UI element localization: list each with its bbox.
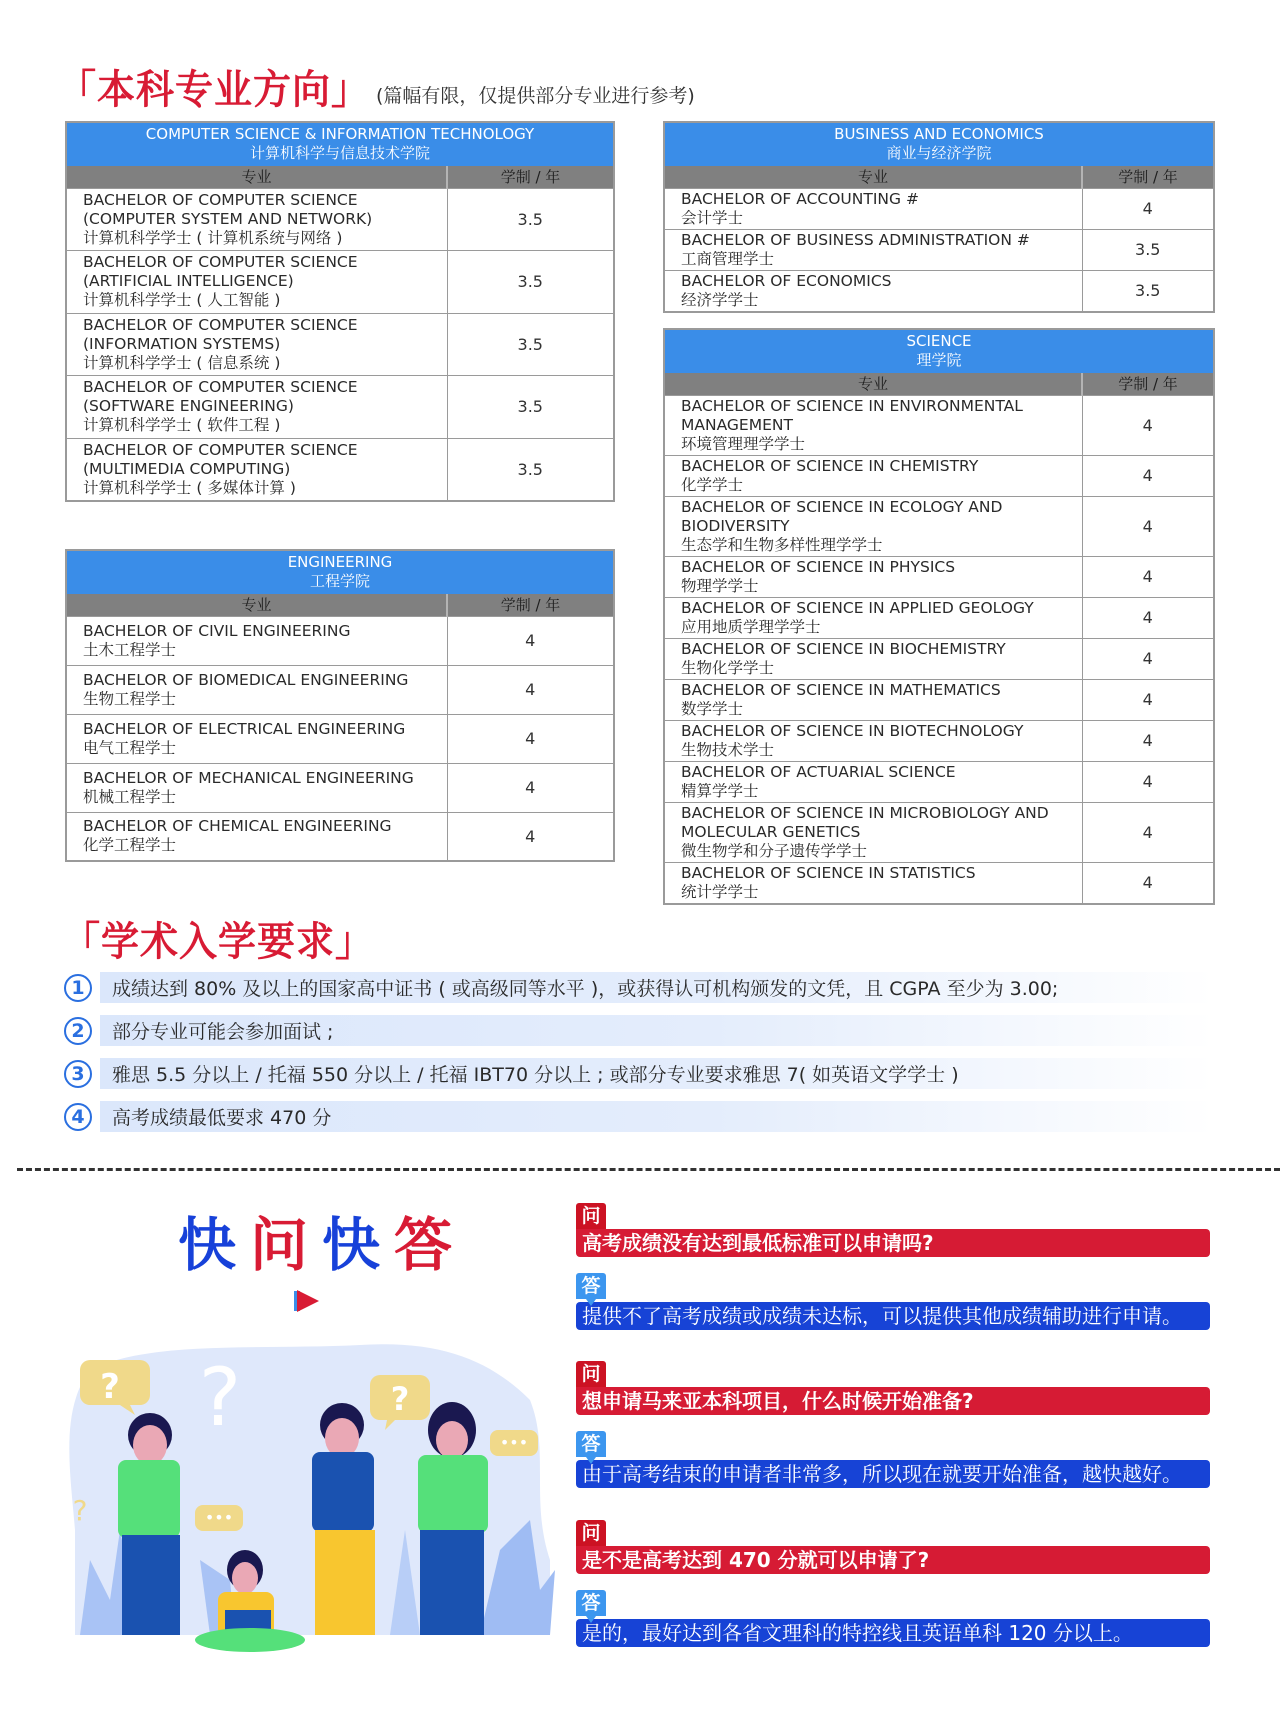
program-name-line: 机械工程学士 (83, 787, 177, 806)
faculty-header (664, 329, 1214, 373)
program-duration: 4 (1082, 188, 1214, 229)
program-row (66, 313, 614, 376)
program-name-line: 应用地质学理学学士 (681, 617, 821, 636)
program-name-line: BACHELOR OF ACCOUNTING # (681, 189, 919, 208)
requirement-text: 成绩达到 80% 及以上的国家高中证书 ( 或高级同等水平 )，或获得认可机构颁发的文凭，且 CGPA 至少为 3.00; (100, 972, 1214, 1003)
program-name (664, 556, 1082, 597)
program-name (66, 616, 447, 665)
program-name-line: BACHELOR OF SCIENCE IN MATHEMATICS (681, 680, 1001, 699)
requirements-section-title (62, 910, 374, 965)
program-name-line: 经济学学士 (681, 290, 759, 309)
faq-title-char: 快 (178, 1211, 251, 1279)
requirement-text: 部分专业可能会参加面试 ; (100, 1015, 1214, 1046)
program-name-line: BACHELOR OF COMPUTER SCIENCE (83, 378, 358, 397)
program-row (664, 395, 1214, 455)
column-header-duration: 学制 / 年 (447, 166, 614, 188)
program-name-line: (INFORMATION SYSTEMS) (83, 334, 281, 353)
program-duration: 4 (447, 714, 614, 763)
program-name-line: (MULTIMEDIA COMPUTING) (83, 459, 291, 478)
program-name-line: 计算机科学学士 ( 信息系统 ) (83, 353, 281, 372)
program-duration: 4 (1082, 496, 1214, 556)
program-duration: 4 (1082, 720, 1214, 761)
program-name (66, 763, 447, 812)
program-row (66, 251, 614, 314)
faq-title-char: 问 (250, 1211, 323, 1279)
program-name-line: 精算学学士 (681, 781, 759, 800)
question-text: 想申请马来亚本科项目，什么时候开始准备? (576, 1387, 1210, 1415)
program-name-line: BIODIVERSITY (681, 516, 790, 535)
answer-tag: 答 (576, 1590, 606, 1616)
program-name (664, 720, 1082, 761)
program-row (664, 556, 1214, 597)
dashed-divider (17, 1168, 1280, 1171)
program-name (664, 638, 1082, 679)
program-duration: 3.5 (447, 251, 614, 314)
program-row (66, 438, 614, 501)
program-duration: 4 (447, 616, 614, 665)
program-name-line: 生物工程学士 (83, 689, 177, 708)
program-name-line: 数学学士 (681, 699, 744, 718)
program-row (66, 616, 614, 665)
program-row (66, 188, 614, 251)
program-row (664, 270, 1214, 312)
column-header-major: 专业 (66, 594, 447, 616)
program-name (664, 679, 1082, 720)
program-duration: 4 (1082, 597, 1214, 638)
program-name-line: BACHELOR OF ELECTRICAL ENGINEERING (83, 719, 406, 738)
program-duration: 4 (1082, 802, 1214, 862)
column-header-duration: 学制 / 年 (1082, 166, 1214, 188)
number-circle-icon: 2 (64, 1017, 92, 1045)
column-header-major: 专业 (664, 166, 1082, 188)
program-duration: 3.5 (1082, 229, 1214, 270)
program-row (664, 802, 1214, 862)
requirement-item (64, 1058, 1214, 1089)
faq-item (576, 1203, 1210, 1330)
program-name-line: 计算机科学学士 ( 软件工程 ) (83, 416, 281, 435)
question-text: 高考成绩没有达到最低标准可以申请吗? (576, 1229, 1210, 1257)
answer-text: 提供不了高考成绩或成绩未达标，可以提供其他成绩辅助进行申请。 (576, 1302, 1210, 1330)
number-circle-icon: 1 (64, 974, 92, 1002)
faculty-table-computer-science (65, 121, 615, 502)
faculty-name-en: COMPUTER SCIENCE & INFORMATION TECHNOLOGY (145, 125, 535, 143)
program-name-line: BACHELOR OF COMPUTER SCIENCE (83, 190, 358, 209)
program-duration: 4 (1082, 638, 1214, 679)
requirement-item (64, 1015, 1214, 1046)
program-name-line: BACHELOR OF BUSINESS ADMINISTRATION # (681, 230, 1030, 249)
program-duration: 4 (447, 812, 614, 861)
programs-section-title (58, 58, 695, 113)
program-name-line: BACHELOR OF COMPUTER SCIENCE (83, 253, 358, 272)
program-name (664, 395, 1082, 455)
program-name-line: BACHELOR OF SCIENCE IN BIOCHEMISTRY (681, 639, 1006, 658)
program-name-line: BACHELOR OF CIVIL ENGINEERING (83, 621, 351, 640)
program-name-line: 工商管理学士 (681, 249, 775, 268)
program-name-line: BACHELOR OF MECHANICAL ENGINEERING (83, 768, 414, 787)
program-duration: 4 (1082, 761, 1214, 802)
program-name-line: BACHELOR OF SCIENCE IN ENVIRONMENTAL (681, 396, 1023, 415)
program-name-line: 化学工程学士 (83, 836, 177, 855)
program-name-line: BACHELOR OF COMPUTER SCIENCE (83, 315, 358, 334)
column-header-major: 专业 (664, 373, 1082, 395)
program-name (664, 761, 1082, 802)
faculty-name-en: BUSINESS AND ECONOMICS (834, 125, 1044, 143)
play-arrow-icon (292, 1287, 320, 1315)
program-name-line: BACHELOR OF SCIENCE IN PHYSICS (681, 557, 956, 576)
program-name (664, 496, 1082, 556)
program-name-line: BACHELOR OF BIOMEDICAL ENGINEERING (83, 670, 409, 689)
program-name-line: (COMPUTER SYSTEM AND NETWORK) (83, 209, 373, 228)
question-tag: 问 (576, 1361, 606, 1387)
program-duration: 4 (1082, 679, 1214, 720)
program-name (664, 188, 1082, 229)
svg-text:•••: ••• (499, 1433, 529, 1452)
program-duration: 4 (1082, 395, 1214, 455)
program-name (66, 376, 447, 439)
program-name-line: BACHELOR OF SCIENCE IN ECOLOGY AND (681, 497, 1003, 516)
column-header-duration: 学制 / 年 (447, 594, 614, 616)
program-name (66, 251, 447, 314)
number-circle-icon: 3 (64, 1060, 92, 1088)
program-name-line: 统计学学士 (681, 882, 759, 901)
answer-tag: 答 (576, 1431, 606, 1457)
program-name-line: 生物技术学士 (681, 740, 775, 759)
faq-title-char: 答 (394, 1211, 467, 1279)
program-name-line: 电气工程学士 (83, 738, 177, 757)
faculty-table-business (663, 121, 1215, 313)
requirement-text: 高考成绩最低要求 470 分 (100, 1101, 1214, 1132)
program-row (66, 665, 614, 714)
program-row (664, 761, 1214, 802)
program-name-line: 环境管理理学学士 (681, 434, 806, 453)
faculty-name-zh: 理学院 (916, 351, 962, 369)
program-row (664, 597, 1214, 638)
faculty-name-en: SCIENCE (906, 332, 972, 350)
program-name-line: 计算机科学学士 ( 计算机系统与网络 ) (83, 228, 343, 247)
program-row (66, 812, 614, 861)
faculty-table-engineering (65, 549, 615, 862)
program-name-line: BACHELOR OF SCIENCE IN STATISTICS (681, 863, 976, 882)
faq-item (576, 1520, 1210, 1647)
people-questions-illustration (60, 1330, 560, 1675)
program-row (664, 720, 1214, 761)
program-row (664, 679, 1214, 720)
program-name-line: 计算机科学学士 ( 多媒体计算 ) (83, 478, 296, 497)
program-name (66, 665, 447, 714)
svg-text:?: ? (72, 1494, 88, 1527)
program-duration: 4 (1082, 455, 1214, 496)
requirement-item (64, 972, 1214, 1003)
svg-text:?: ? (390, 1380, 410, 1418)
program-name-line: 生物化学学士 (681, 658, 775, 677)
program-name (664, 802, 1082, 862)
program-name-line: BACHELOR OF COMPUTER SCIENCE (83, 440, 358, 459)
program-row (66, 763, 614, 812)
number-circle-icon: 4 (64, 1103, 92, 1131)
requirement-item (64, 1101, 1214, 1132)
program-name-line: 微生物学和分子遗传学学士 (681, 841, 868, 860)
program-name-line: (SOFTWARE ENGINEERING) (83, 397, 294, 416)
svg-text:•••: ••• (204, 1508, 234, 1527)
answer-tag: 答 (576, 1273, 606, 1299)
program-name (66, 438, 447, 501)
column-header-major: 专业 (66, 166, 447, 188)
program-row (664, 638, 1214, 679)
program-duration: 4 (447, 763, 614, 812)
program-duration: 3.5 (447, 188, 614, 251)
program-name (66, 313, 447, 376)
faculty-name-zh: 计算机科学与信息技术学院 (249, 144, 430, 162)
program-duration: 4 (1082, 862, 1214, 904)
program-name (664, 455, 1082, 496)
program-row (664, 862, 1214, 904)
svg-text:?: ? (198, 1351, 242, 1444)
program-name (66, 714, 447, 763)
programs-title: 「本科专业方向」 (58, 66, 371, 113)
program-duration: 4 (447, 665, 614, 714)
program-name (66, 188, 447, 251)
program-duration: 3.5 (447, 438, 614, 501)
program-name-line: BACHELOR OF CHEMICAL ENGINEERING (83, 817, 392, 836)
program-name-line: BACHELOR OF SCIENCE IN BIOTECHNOLOGY (681, 721, 1024, 740)
program-name-line: BACHELOR OF SCIENCE IN CHEMISTRY (681, 456, 979, 475)
faculty-table-science (663, 328, 1215, 905)
answer-text: 由于高考结束的申请者非常多，所以现在就要开始准备，越快越好。 (576, 1460, 1210, 1488)
faculty-name-en: ENGINEERING (287, 553, 393, 571)
faq-title (178, 1198, 466, 1282)
program-name (664, 270, 1082, 312)
program-name-line: MOLECULAR GENETICS (681, 822, 861, 841)
program-name (664, 229, 1082, 270)
program-name-line: 物理学学士 (681, 576, 759, 595)
program-name-line: 会计学士 (681, 208, 744, 227)
faculty-header (66, 122, 614, 166)
program-name-line: 土木工程学士 (83, 640, 177, 659)
faculty-name-zh: 工程学院 (309, 572, 370, 590)
program-row (664, 455, 1214, 496)
requirements-list (64, 972, 1214, 1144)
program-duration: 4 (1082, 556, 1214, 597)
program-name-line: 计算机科学学士 ( 人工智能 ) (83, 291, 281, 310)
faculty-header (66, 550, 614, 594)
faq-title-char: 快 (322, 1211, 395, 1279)
program-row (664, 188, 1214, 229)
program-duration: 3.5 (1082, 270, 1214, 312)
program-name-line: 生态学和生物多样性理学学士 (681, 535, 883, 554)
program-name (66, 812, 447, 861)
programs-note: (篇幅有限，仅提供部分专业进行参考) (376, 85, 695, 107)
program-duration: 3.5 (447, 376, 614, 439)
program-duration: 3.5 (447, 313, 614, 376)
answer-text: 是的，最好达到各省文理科的特控线且英语单科 120 分以上。 (576, 1619, 1210, 1647)
program-name-line: BACHELOR OF SCIENCE IN MICROBIOLOGY AND (681, 803, 1049, 822)
requirements-title: 「学术入学要求」 (62, 918, 375, 965)
question-text: 是不是高考达到 470 分就可以申请了? (576, 1546, 1210, 1574)
program-name-line: BACHELOR OF ECONOMICS (681, 271, 892, 290)
program-row (66, 376, 614, 439)
program-name (664, 597, 1082, 638)
svg-text:?: ? (100, 1367, 120, 1407)
program-name-line: BACHELOR OF ACTUARIAL SCIENCE (681, 762, 956, 781)
requirement-text: 雅思 5.5 分以上 / 托福 550 分以上 / 托福 IBT70 分以上 ; 或部分专业要求雅思 7( 如英语文学学士 ) (100, 1058, 1214, 1089)
question-tag: 问 (576, 1203, 606, 1229)
program-row (664, 496, 1214, 556)
faculty-header (664, 122, 1214, 166)
question-tag: 问 (576, 1520, 606, 1546)
program-name-line: BACHELOR OF SCIENCE IN APPLIED GEOLOGY (681, 598, 1034, 617)
program-name-line: 化学学士 (681, 475, 744, 494)
program-row (66, 714, 614, 763)
program-row (664, 229, 1214, 270)
program-name (664, 862, 1082, 904)
program-name-line: MANAGEMENT (681, 415, 793, 434)
faculty-name-zh: 商业与经济学院 (886, 144, 992, 162)
column-header-duration: 学制 / 年 (1082, 373, 1214, 395)
faq-item (576, 1361, 1210, 1488)
program-name-line: (ARTIFICIAL INTELLIGENCE) (83, 272, 294, 291)
